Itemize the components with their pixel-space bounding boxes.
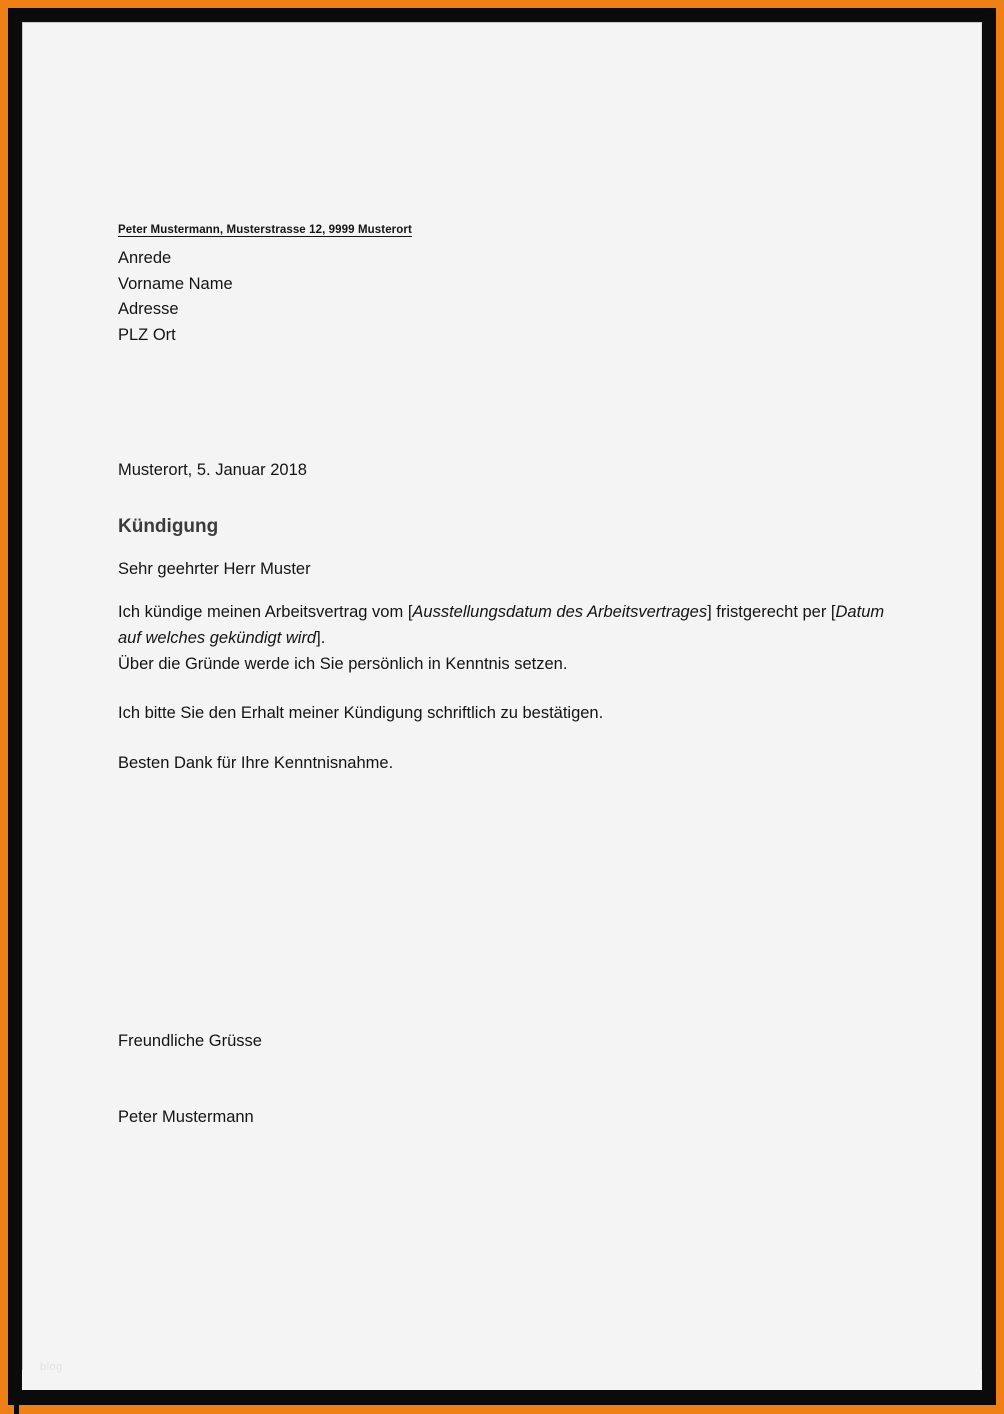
letter-closing: Freundliche Grüsse xyxy=(118,1032,262,1050)
body-paragraph-2: Ich bitte Sie den Erhalt meiner Kündigung schriftlich zu bestätigen. xyxy=(118,704,604,722)
recipient-city: PLZ Ort xyxy=(118,325,176,344)
recipient-address-block xyxy=(118,246,233,348)
placeholder-termination-date: Datum auf welches gekündigt wird xyxy=(118,603,885,647)
frame-edge-artifact-left xyxy=(14,830,19,1414)
body-paragraph-1 xyxy=(118,599,893,677)
letter-signature-name: Peter Mustermann xyxy=(118,1108,254,1126)
blog-watermark: blog xyxy=(40,1361,63,1373)
paragraph-1-text-part-3: ]. xyxy=(316,629,326,647)
letter-subject-heading: Kündigung xyxy=(118,516,219,537)
place-and-date-line: Musterort, 5. Januar 2018 xyxy=(118,461,307,479)
recipient-salutation: Anrede xyxy=(118,249,172,267)
recipient-name: Vorname Name xyxy=(118,274,233,293)
recipient-street: Adresse xyxy=(118,300,179,318)
paragraph-1-text-part-2: ] fristgerecht per [ xyxy=(707,603,836,621)
body-paragraph-3: Besten Dank für Ihre Kenntnisnahme. xyxy=(118,754,394,772)
letter-salutation: Sehr geehrter Herr Muster xyxy=(118,560,311,578)
sender-address-line: Peter Mustermann, Musterstrasse 12, 9999 Musterort xyxy=(118,224,412,236)
paragraph-1-text-part-1: Ich kündige meinen Arbeitsvertrag vom [ xyxy=(118,603,413,621)
frame-edge-artifact-bottom xyxy=(680,1401,996,1405)
placeholder-contract-issue-date: Ausstellungsdatum des Arbeitsvertrages xyxy=(412,603,708,621)
paragraph-1-line-3: Über die Gründe werde ich Sie persönlich in Kenntnis setzen. xyxy=(118,655,568,673)
